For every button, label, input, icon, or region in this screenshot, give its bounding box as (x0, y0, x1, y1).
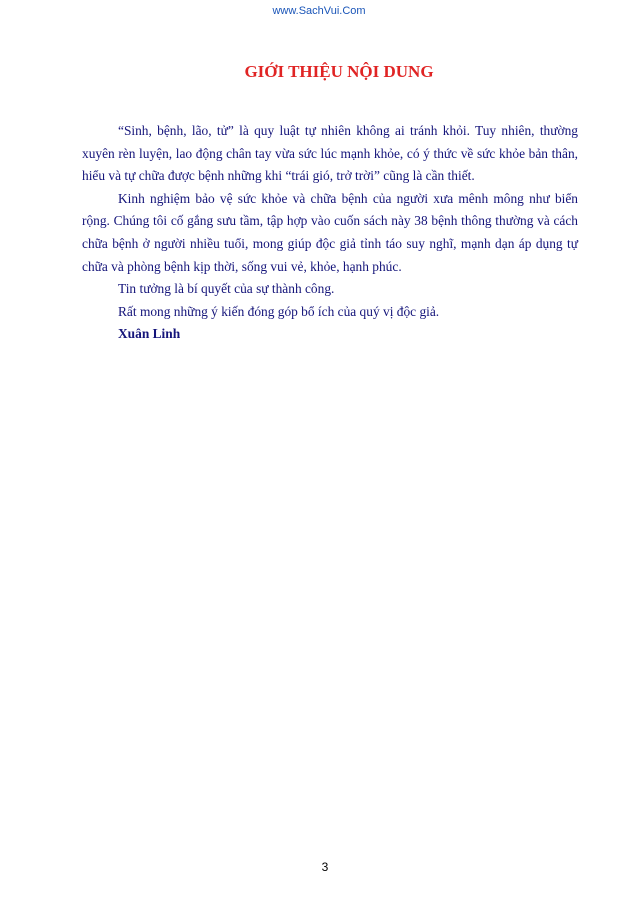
paragraph: Kinh nghiệm bảo vệ sức khỏe và chữa bệnh của người xưa mênh mông như biển rộng. Chúng tôi cố gắng sưu tầm, tập hợp vào cuốn sách này 38 bệnh thông thường và cách chữa bệnh ở người nhiều tuổi, mong giúp độc giả tỉnh táo suy nghĩ, mạnh dạn áp dụng tự chữa và phòng bệnh kịp thời, sống vui vẻ, khỏe, hạnh phúc. (82, 190, 578, 274)
page-title: GIỚI THIỆU NỘI DUNG (244, 62, 434, 81)
paragraph: Rất mong những ý kiến đóng góp bổ ích của quý vị độc giả. (118, 303, 440, 319)
site-link[interactable]: www.SachVui.Com (272, 5, 366, 17)
paragraph: “Sinh, bệnh, lão, tử” là quy luật tự nhiên không ai tránh khỏi. Tuy nhiên, thường xuyên rèn luyện, lao động chân tay vừa sức lúc mạnh khỏe, có ý thức về sức khỏe bản thân, hiểu và tự chữa được bệnh những khi “trái gió, trở trời” cũng là cần thiết. (82, 123, 578, 184)
author-signature: Xuân Linh (118, 326, 181, 342)
page-number: 3 (321, 860, 329, 874)
paragraph: Tin tưởng là bí quyết của sự thành công. (118, 281, 335, 297)
document-body (82, 120, 578, 346)
